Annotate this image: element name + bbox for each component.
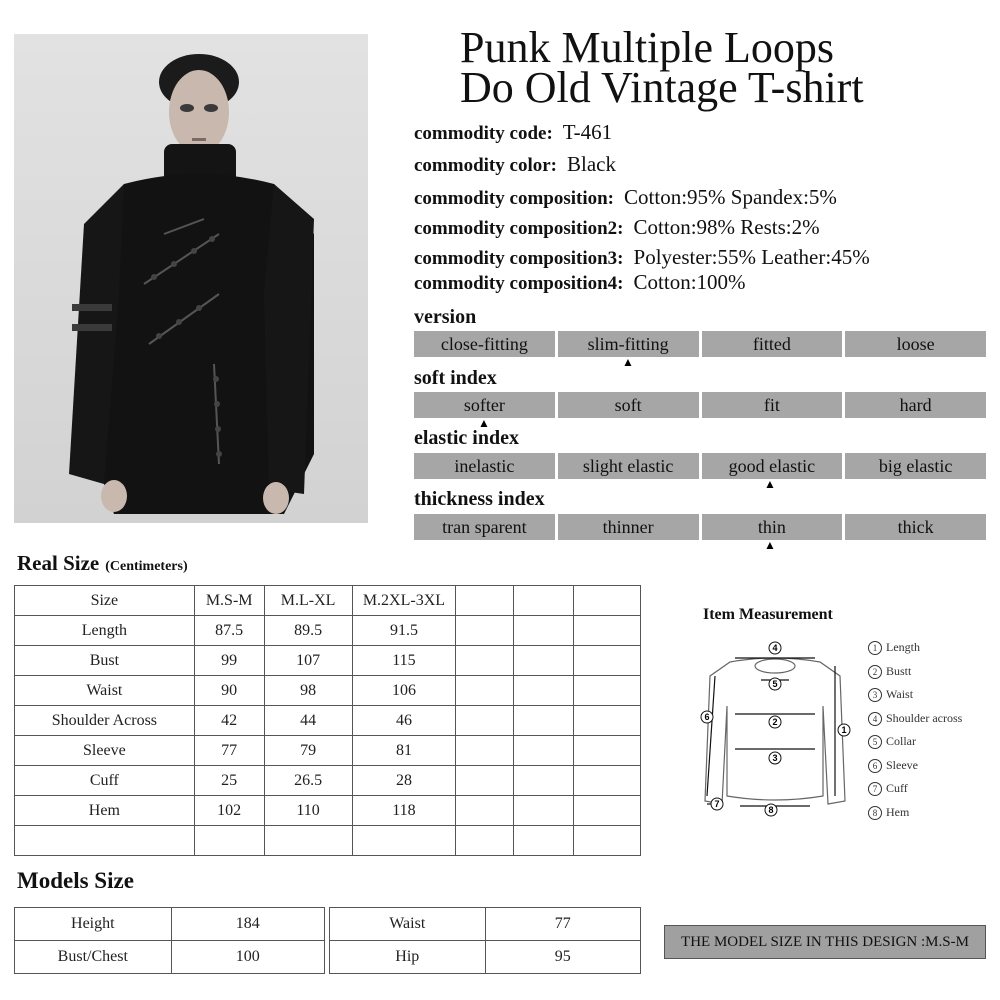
table-cell: Length [15,616,195,646]
table-cell [514,736,574,766]
spec-key: commodity composition3: [414,248,624,269]
soft-index-option: softer [414,392,555,418]
thickness-index-option: thin [702,514,843,540]
marker-4-icon: 4 [772,643,778,653]
soft-index-label: soft index [414,367,497,389]
table-cell: 91.5 [352,616,456,646]
table-cell: 115 [352,646,456,676]
table-cell [574,676,641,706]
legend-item [868,687,913,702]
table-row [15,646,641,676]
table-cell: 184 [171,908,324,941]
models-size-table-left [14,907,325,974]
legend-label: Hem [886,804,910,819]
product-photo [14,34,368,523]
marker-6-icon: 6 [704,712,710,722]
legend-label: Bustt [886,663,912,678]
table-header-cell: M.S-M [194,586,264,616]
table-cell: 102 [194,796,264,826]
table-row [15,941,325,974]
spec-key: commodity composition4: [414,273,624,294]
table-row [15,796,641,826]
table-cell: 107 [264,646,352,676]
item-measurement-title: Item Measurement [703,606,833,623]
table-cell: 95 [485,941,640,974]
table-cell [514,676,574,706]
table-row [15,766,641,796]
version-selected-marker-icon: ▲ [622,355,634,369]
legend-number-icon: 8 [868,806,882,820]
elastic-index-label: elastic index [414,427,519,449]
table-cell [456,616,514,646]
elastic-index-option: inelastic [414,453,555,479]
legend-label: Collar [886,734,916,748]
real-size-table [14,585,641,856]
table-cell [264,826,352,856]
table-cell: Hip [330,941,486,974]
version-option: close-fitting [414,331,555,357]
elastic-index-option: big elastic [845,453,986,479]
table-cell [456,796,514,826]
table-row [15,908,325,941]
version-scale [414,331,986,357]
table-header-row [15,586,641,616]
soft-index-option: soft [558,392,699,418]
legend-number-icon: 3 [868,688,882,702]
product-title-line1: Punk Multiple Loops [460,23,835,72]
elastic-index-option: good elastic [702,453,843,479]
legend-item [868,711,962,726]
soft-index-option: hard [845,392,986,418]
table-cell [574,796,641,826]
spec-value: Cotton:98% Rests:2% [633,215,820,239]
legend-number-icon: 7 [868,782,882,796]
spec-row-composition3 [414,245,870,270]
table-cell [574,766,641,796]
table-cell: 81 [352,736,456,766]
version-option: slim-fitting [558,331,699,357]
table-cell: Sleeve [15,736,195,766]
legend-item [868,758,918,773]
table-cell: 90 [194,676,264,706]
model-wearing-shirt-image [14,34,368,523]
real-size-title [17,551,188,576]
legend-label: Cuff [886,781,908,795]
table-cell: 99 [194,646,264,676]
table-cell [514,706,574,736]
spec-value: Polyester:55% Leather:45% [633,245,870,269]
table-cell: Hem [15,796,195,826]
table-cell: 25 [194,766,264,796]
table-row [330,908,641,941]
table-cell: 89.5 [264,616,352,646]
real-size-heading: Real Size [17,551,100,575]
table-row [15,736,641,766]
table-cell: 79 [264,736,352,766]
legend-item [868,664,911,679]
table-cell: Waist [15,676,195,706]
table-header-cell: M.2XL-3XL [352,586,456,616]
table-row [15,616,641,646]
table-cell: 44 [264,706,352,736]
legend-item [868,805,909,820]
table-cell: Bust/Chest [15,941,172,974]
table-cell [514,766,574,796]
table-cell [352,826,456,856]
spec-value: Cotton:100% [633,270,746,294]
table-cell [15,826,195,856]
marker-8-icon: 8 [768,805,774,815]
legend-number-icon: 2 [868,665,882,679]
product-title [460,23,990,112]
legend-item [868,640,920,655]
marker-1-icon: 1 [841,725,847,735]
marker-3-icon: 3 [772,753,778,763]
table-cell: 98 [264,676,352,706]
table-cell: 87.5 [194,616,264,646]
legend-item [868,781,908,796]
soft-index-scale [414,392,986,418]
models-size-title: Models Size [17,868,134,893]
table-cell [456,766,514,796]
table-cell [456,736,514,766]
table-cell: 28 [352,766,456,796]
soft-index-option: fit [702,392,843,418]
thickness-index-option: thinner [558,514,699,540]
legend-number-icon: 1 [868,641,882,655]
legend-number-icon: 5 [868,735,882,749]
legend-label: Waist [886,687,914,701]
table-cell [574,706,641,736]
table-cell: 26.5 [264,766,352,796]
spec-key: commodity code: [414,123,553,144]
legend-item [868,734,916,749]
table-cell: 77 [194,736,264,766]
version-label: version [414,306,477,328]
model-size-banner: THE MODEL SIZE IN THIS DESIGN :M.S-M [664,925,986,959]
table-row [15,706,641,736]
marker-7-icon: 7 [714,799,720,809]
table-cell [456,676,514,706]
spec-value: Black [566,152,616,176]
table-header-cell [456,586,514,616]
table-header-cell: Size [15,586,195,616]
spec-row-composition4 [414,270,746,295]
legend-label: Length [886,640,920,654]
product-title-line2: Do Old Vintage T-shirt [460,63,864,112]
table-cell [574,826,641,856]
table-cell [456,826,514,856]
table-row [330,941,641,974]
legend-number-icon: 6 [868,759,882,773]
elastic-index-option: slight elastic [558,453,699,479]
spec-key: commodity composition: [414,188,615,209]
table-header-cell [514,586,574,616]
table-cell: Height [15,908,172,941]
table-cell [574,616,641,646]
thickness-index-option: tran sparent [414,514,555,540]
thickness-index-selected-marker-icon: ▲ [764,538,776,552]
table-cell [574,736,641,766]
table-cell: 110 [264,796,352,826]
spec-key: commodity color: [414,155,557,176]
spec-row-color [414,152,616,177]
table-cell: Shoulder Across [15,706,195,736]
real-size-unit: (Centimeters) [105,559,188,574]
table-cell: 106 [352,676,456,706]
table-cell: 46 [352,706,456,736]
table-cell: 42 [194,706,264,736]
spec-key: commodity composition2: [414,218,624,239]
legend-number-icon: 4 [868,712,882,726]
table-cell: Cuff [15,766,195,796]
table-cell: 77 [485,908,640,941]
marker-2-icon: 2 [772,717,778,727]
table-cell: 100 [171,941,324,974]
soft-index-selected-marker-icon: ▲ [478,416,490,430]
table-cell [574,646,641,676]
elastic-index-scale [414,453,986,479]
spec-row-composition2 [414,215,820,240]
spec-row-code [414,120,612,145]
table-cell [456,646,514,676]
table-cell [514,826,574,856]
table-header-cell [574,586,641,616]
table-cell [514,616,574,646]
table-row [15,826,641,856]
thickness-index-option: thick [845,514,986,540]
spec-value: T-461 [562,120,613,144]
version-option: loose [845,331,986,357]
marker-5-icon: 5 [772,679,778,689]
spec-row-composition [414,185,837,210]
thickness-index-scale [414,514,986,540]
elastic-index-selected-marker-icon: ▲ [764,477,776,491]
models-size-table-right [329,907,641,974]
table-cell [514,796,574,826]
table-cell [456,706,514,736]
shirt-measurement-diagram [695,636,865,826]
legend-label: Sleeve [886,757,918,772]
table-cell: 118 [352,796,456,826]
legend-label: Shoulder across [886,710,963,725]
table-cell: Bust [15,646,195,676]
table-cell [514,646,574,676]
table-cell: Waist [330,908,486,941]
spec-value: Cotton:95% Spandex:5% [624,185,837,209]
table-cell [194,826,264,856]
thickness-index-label: thickness index [414,488,545,510]
version-option: fitted [702,331,843,357]
table-header-cell: M.L-XL [264,586,352,616]
table-row [15,676,641,706]
